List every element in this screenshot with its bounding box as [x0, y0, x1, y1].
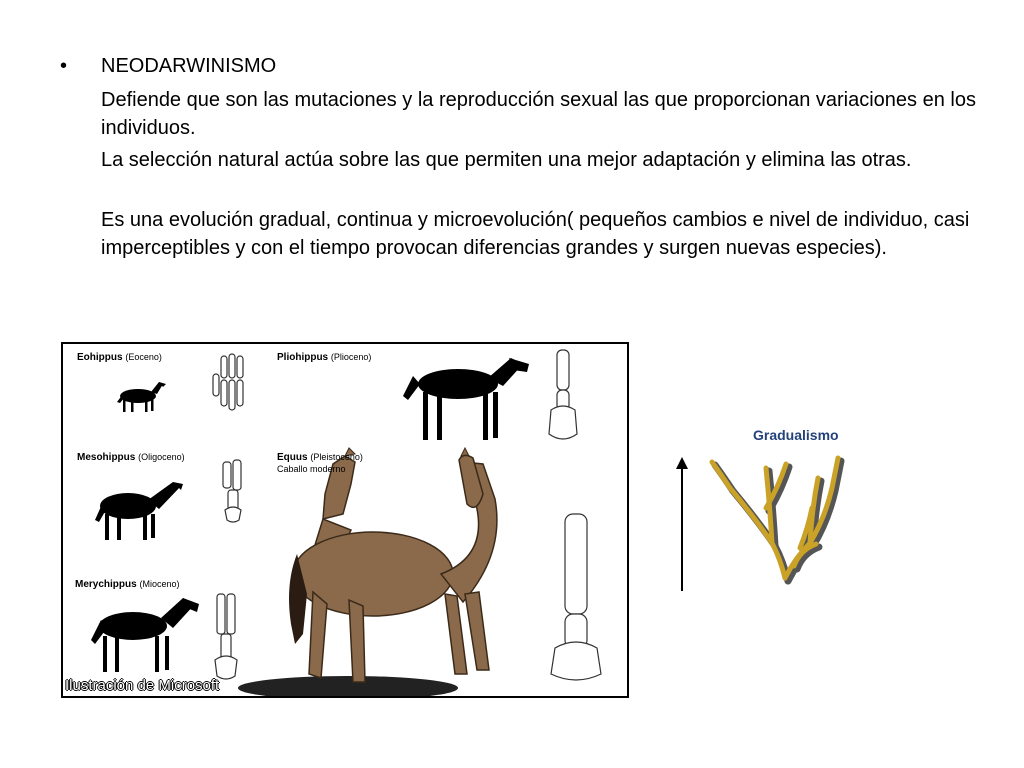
species-era: (Pleistoceno)	[310, 452, 363, 462]
species-name: Merychippus	[75, 579, 137, 590]
equus-horse	[238, 448, 497, 696]
pliohippus-foot	[549, 350, 577, 439]
species-name: Mesohippus	[77, 452, 136, 463]
mesohippus-silhouette	[95, 482, 183, 540]
species-era: (Oligoceno)	[138, 452, 185, 462]
gradualism-tree-diagram	[700, 448, 860, 588]
species-era: (Mioceno)	[139, 579, 180, 589]
horse-evolution-drawing	[63, 344, 627, 696]
paragraph-mutaciones: Defiende que son las mutaciones y la reproducción sexual las que proporcionan variaciones en los individuos.	[101, 89, 976, 139]
merychippus-silhouette	[91, 598, 199, 672]
bullet-marker: •	[60, 55, 68, 77]
horse-evolution-illustration	[61, 342, 629, 698]
species-label-merychippus	[75, 579, 179, 590]
paragraph-evolucion-gradual: Es una evolución gradual, continua y microevolución( pequeños cambios e nivel de individuo, casi imperceptibles y con el tiempo provocan diferencias grandes y surgen nuevas especies).	[101, 209, 970, 259]
time-arrow-icon	[672, 455, 692, 595]
paragraph-seleccion-natural: La selección natural actúa sobre las que permiten una mejor adaptación y elimina las otras.	[101, 149, 912, 171]
species-name: Eohippus	[77, 352, 123, 363]
species-label-mesohippus	[77, 452, 185, 463]
species-subtitle-equus: Caballo moderno	[277, 464, 346, 474]
species-label-eohippus	[77, 352, 162, 363]
species-era: (Plioceno)	[330, 352, 372, 362]
species-label-equus	[277, 452, 363, 463]
species-name: Equus	[277, 452, 308, 463]
species-label-pliohippus	[277, 352, 371, 363]
pliohippus-silhouette	[403, 358, 529, 440]
mesohippus-foot	[223, 460, 241, 522]
heading: NEODARWINISMO	[101, 55, 277, 77]
illustration-credit: Ilustración de Microsoft	[65, 677, 220, 694]
merychippus-foot	[215, 594, 237, 679]
equus-foot	[551, 514, 601, 680]
eohippus-foot	[213, 354, 243, 410]
species-era: (Eoceno)	[125, 352, 162, 362]
gradualismo-title: Gradualismo	[753, 427, 839, 443]
species-name: Pliohippus	[277, 352, 329, 363]
eohippus-silhouette	[117, 382, 166, 412]
